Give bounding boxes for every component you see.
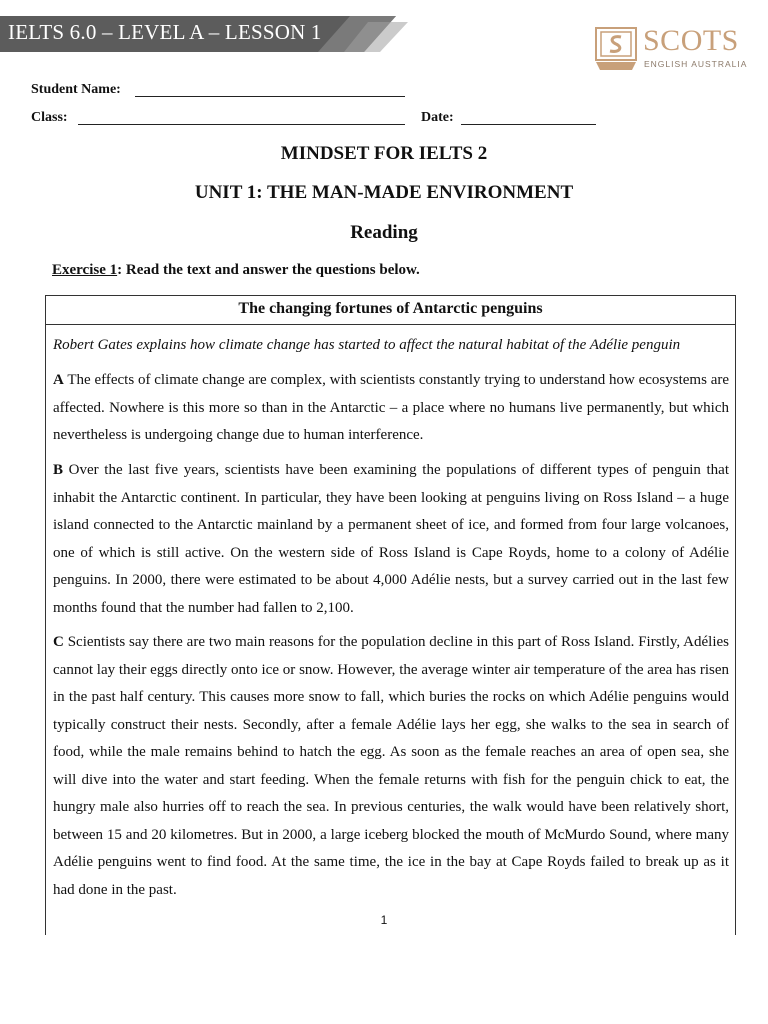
paragraph-letter: C (53, 634, 64, 650)
exercise-label: Exercise 1 (52, 262, 118, 278)
exercise-instruction: : Read the text and answer the questions below. (117, 262, 420, 278)
exercise-heading (52, 262, 420, 279)
paragraph-c (53, 629, 729, 904)
crest-icon (594, 26, 638, 72)
date-field[interactable] (461, 124, 596, 125)
date-label: Date: (421, 110, 454, 125)
section-title: Reading (350, 222, 418, 243)
page-number: 1 (380, 913, 388, 927)
article-divider (46, 324, 735, 325)
logo-subtitle: ENGLISH AUSTRALIA (644, 59, 748, 69)
scots-logo (594, 24, 748, 74)
paragraph-letter: A (53, 372, 64, 388)
paragraph-text: Over the last five years, scientists have been examining the populations of different types of penguin that inhabit the Antarctic continent. In particular, they have been looking at penguins living on Ross Island – a huge island connected to the Antarctic mainland by a permanent sheet of ice, and formed from four large volcanoes, one of which is still active. On the western side of Ross Island is Cape Royds, home to a colony of Adélie penguins. In 2000, there were estimated to be about 4,000 Adélie nests, but a survey carried out in the last few months found that the number had fallen to 2,100. (53, 462, 730, 616)
book-title: MINDSET FOR IELTS 2 (280, 143, 488, 164)
paragraph-text: The effects of climate change are complex, with scientists constantly trying to understand how ecosystems are affected. Nowhere is this more so than in the Antarctic – a place where no humans live permanently, but which nevertheless is undergoing change due to human interference. (53, 372, 729, 443)
paragraph-b (53, 457, 729, 622)
article-subtitle: Robert Gates explains how climate change has started to affect the natural habitat of the Adélie penguin (53, 337, 681, 353)
paragraph-a (53, 367, 729, 450)
student-name-label: Student Name: (31, 82, 121, 97)
class-label: Class: (31, 110, 68, 125)
paragraph-letter: B (53, 462, 64, 478)
logo-name: SCOTS (643, 24, 739, 57)
lesson-banner-text: IELTS 6.0 – LEVEL A – LESSON 1 (8, 20, 322, 44)
article-title: The changing fortunes of Antarctic penguins (238, 300, 543, 317)
article-box (45, 295, 736, 935)
student-name-field[interactable] (135, 96, 405, 97)
lesson-banner (0, 16, 408, 52)
unit-title: UNIT 1: THE MAN-MADE ENVIRONMENT (194, 182, 574, 203)
class-field[interactable] (78, 124, 405, 125)
paragraph-text: Scientists say there are two main reasons for the population decline in this part of Ross Island. Firstly, Adélies cannot lay their eggs directly onto ice or snow. However, the average winter air temperature of the area has risen in the past half century. This causes more snow to fall, which buries the rocks on which Adélie penguins would typically construct their nests. Secondly, after a female Adélie lays her egg, she walks to the sea in search of food, while the male remains behind to hatch the egg. As soon as the female reaches an area of open sea, she will dive into the water and start feeding. When the female returns with fish for the penguin chick to eat, the hungry male also hurries off to reach the sea. In previous centuries, the walk would have been relatively short, between 15 and 20 kilometres. But in 2000, a large iceberg blocked the mouth of McMurdo Sound, where many Adélie penguins went to find food. At the same time, the ice in the bay at Cape Royds failed to break up as it had done in the past. (53, 634, 729, 898)
